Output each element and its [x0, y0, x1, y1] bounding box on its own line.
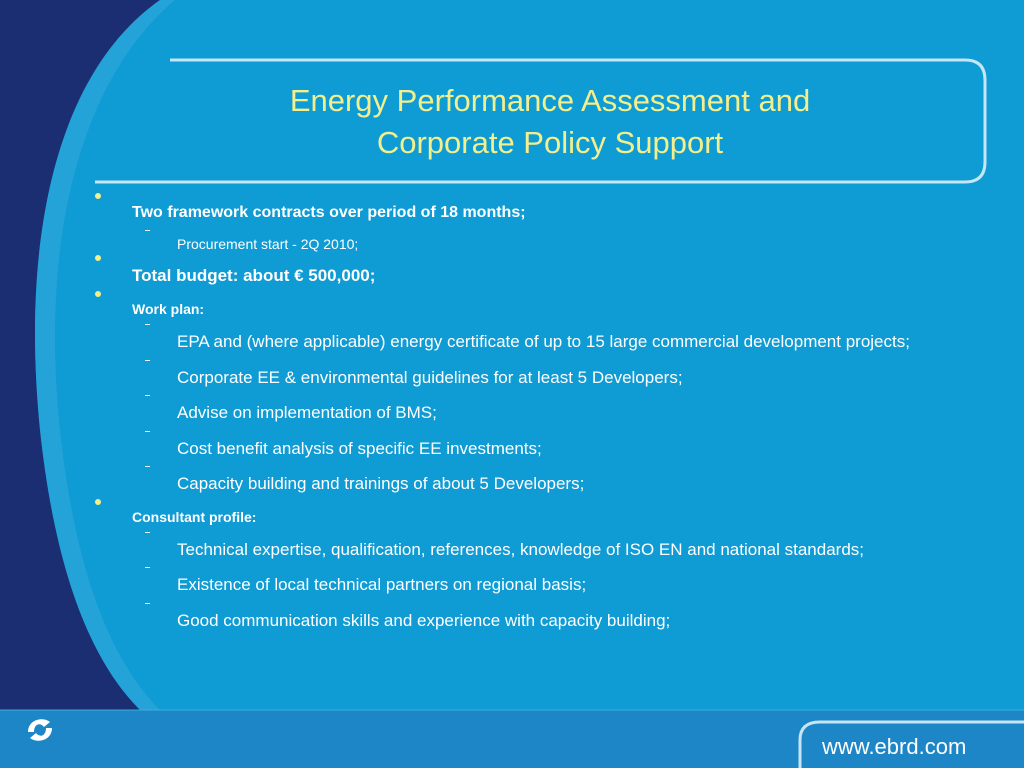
list-item-text: Good communication skills and experience with capacity building; [177, 610, 671, 630]
list-item [90, 196, 1005, 230]
list-item-text: Advise on implementation of BMS; [177, 403, 437, 422]
list-item [90, 431, 1005, 467]
list-item [90, 294, 1005, 324]
list-item [90, 603, 1005, 639]
list-item-text: Cost benefit analysis of specific EE investments; [177, 438, 542, 458]
list-item [90, 532, 1005, 568]
list-item [90, 258, 1005, 294]
list-item-text: EPA and (where applicable) energy certificate of up to 15 large commercial development projects; [177, 332, 910, 351]
list-item [90, 466, 1005, 502]
list-item [90, 567, 1005, 603]
list-item [90, 324, 1005, 360]
slide-title-line-2: Corporate Policy Support [376, 125, 724, 160]
list-item-text: Corporate EE & environmental guidelines for at least 5 Developers; [177, 367, 683, 387]
list-item-text: Two framework contracts over period of 18 months; [132, 204, 526, 221]
list-item-text: Work plan: [132, 301, 205, 317]
list-item [90, 395, 1005, 431]
slide-title [150, 80, 950, 164]
list-item [90, 502, 1005, 532]
list-item-text: Consultant profile: [132, 508, 257, 525]
bullet-list [90, 196, 1005, 638]
footer-url: www.ebrd.com [822, 734, 967, 759]
list-item-text: Total budget: about € 500,000; [132, 266, 376, 285]
list-item [90, 230, 1005, 258]
list-item-text: Procurement start - 2Q 2010; [177, 236, 359, 252]
list-item [90, 360, 1005, 396]
list-item-text: Existence of local technical partners on regional basis; [177, 575, 587, 594]
slide-title-line-1: Energy Performance Assessment and [289, 83, 811, 118]
list-item-text: Capacity building and trainings of about 5 Developers; [177, 474, 585, 493]
list-item-text: Technical expertise, qualification, references, knowledge of ISO EN and national standards; [177, 539, 865, 559]
